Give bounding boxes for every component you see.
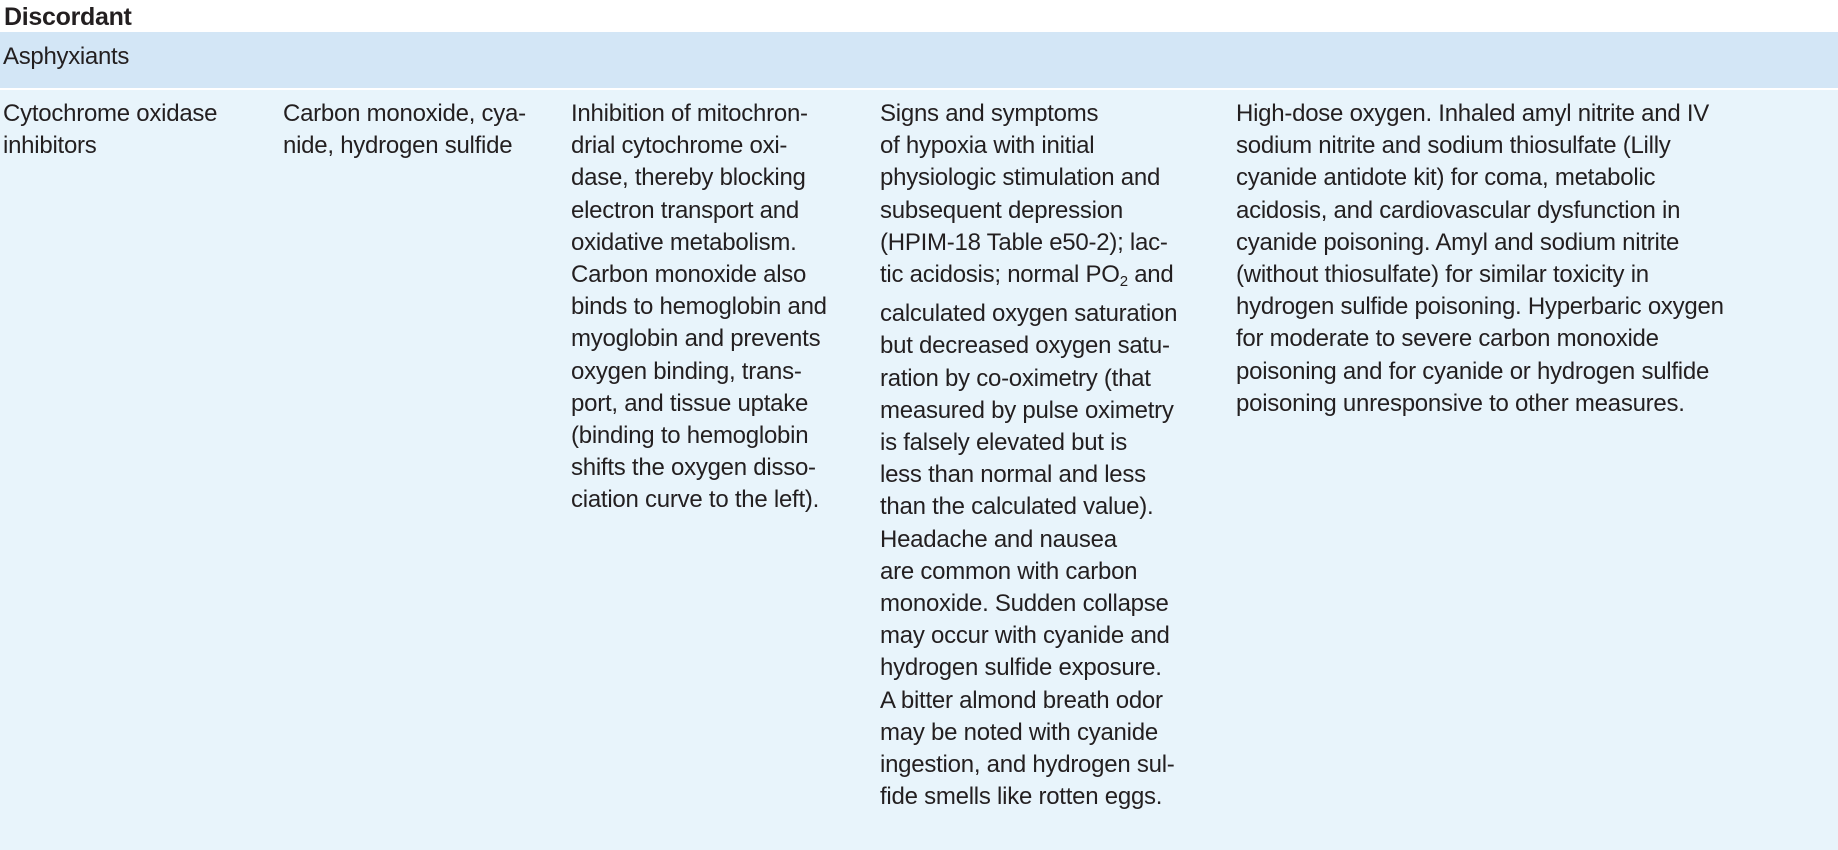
po2-label: PO [1085, 261, 1120, 289]
table-heading: Discordant [4, 3, 132, 31]
cell-class: Cytochrome oxidase inhibitors [3, 100, 218, 160]
cell-examples: Carbon monoxide, cya- nide, hydrogen sulfide [283, 100, 526, 160]
po2-subscript: 2 [1119, 273, 1128, 291]
row-divider [0, 88, 1838, 90]
cell-treatment: High-dose oxygen. Inhaled amyl nitrite and IV sodium nitrite and sodium thiosulfate (Lilly cyanide antidote kit) for coma, metabolic acidosis, and cardiovascular dysfunction in cyanide poisoning. Amyl and sodium nitrite (without thiosulfate) for similar toxicity in hydrogen sulfide poisoning. Hyperbaric oxygen for moderate to severe carbon monoxide poisoning and for cyanide or hydrogen sulfide poisoning unresponsive to other measures. [1236, 100, 1724, 417]
section-header-label: Asphyxiants [3, 43, 130, 70]
signs-text-before: Signs and symptoms of hypoxia with initial physiologic stimulation and subsequent depression (HPIM-18 Table e50-2); lac- tic acidosis; normal [880, 100, 1168, 289]
signs-text-after: and calculated oxygen saturation but decreased oxygen satu- ration by co-oximetry (that measured by pulse oximetry is falsely elevated but is less than normal and less than the calculated value). Headache and nausea are common with carbon monoxide. Sudden collapse may occur with cyanide and hydrogen sulfide exposure. A bitter almond breath odor may be noted with cyanide ingestion, and hydrogen sul- fide smells like rotten eggs. [880, 261, 1178, 811]
cell-mechanism: Inhibition of mitochron- drial cytochrome oxi- dase, thereby blocking electron transport and oxidative metabolism. Carbon monoxide also binds to hemoglobin and myoglobin and prevents oxygen binding, trans- port, and tissue uptake (binding to hemoglobin shifts the oxygen disso- ciation curve to the left). [571, 100, 827, 514]
section-header-bar [0, 32, 1838, 88]
cell-signs-symptoms [880, 98, 1177, 813]
